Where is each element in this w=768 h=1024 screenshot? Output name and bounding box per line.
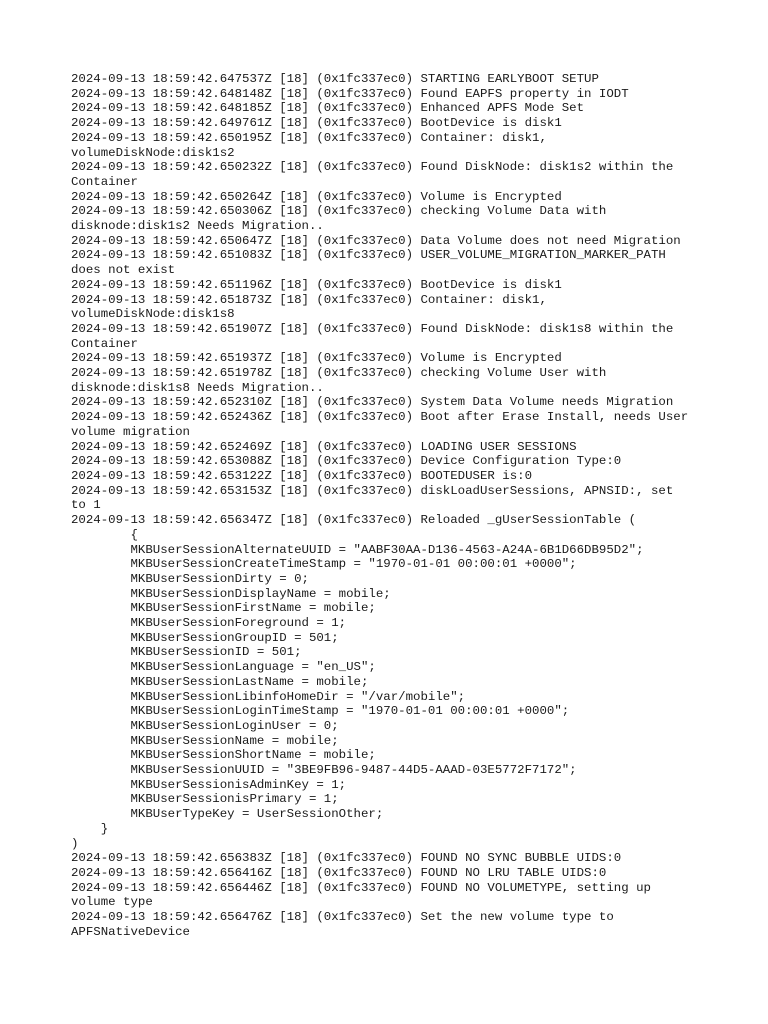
log-line: 2024-09-13 18:59:42.648185Z [18] (0x1fc337ec0) Enhanced APFS Mode Set — [71, 101, 585, 116]
log-line: 2024-09-13 18:59:42.652310Z [18] (0x1fc337ec0) System Data Volume needs Migration — [71, 395, 674, 410]
log-line: MKBUserSessionForeground = 1; — [71, 616, 347, 631]
log-line: 2024-09-13 18:59:42.653088Z [18] (0x1fc337ec0) Device Configuration Type:0 — [71, 454, 622, 469]
log-line: disknode:disk1s8 Needs Migration.. — [71, 380, 324, 395]
log-line: 2024-09-13 18:59:42.652436Z [18] (0x1fc337ec0) Boot after Erase Install, needs User — [71, 410, 689, 425]
log-line: volumeDiskNode:disk1s8 — [71, 307, 235, 322]
log-line: 2024-09-13 18:59:42.656383Z [18] (0x1fc337ec0) FOUND NO SYNC BUBBLE UIDS:0 — [71, 851, 622, 866]
log-line: MKBUserSessionGroupID = 501; — [71, 630, 339, 645]
log-line: MKBUserSessionLanguage = "en_US"; — [71, 660, 376, 675]
log-line: to 1 — [71, 498, 101, 513]
log-line: APFSNativeDevice — [71, 924, 190, 939]
log-line: volume type — [71, 895, 153, 910]
log-line: MKBUserSessionLibinfoHomeDir = "/var/mobile"; — [71, 689, 466, 704]
log-line: MKBUserSessionUUID = "3BE9FB96-9487-44D5-AAAD-03E5772F7172"; — [71, 763, 577, 778]
log-line: 2024-09-13 18:59:42.656476Z [18] (0x1fc337ec0) Set the new volume type to — [71, 910, 614, 925]
log-line: 2024-09-13 18:59:42.650264Z [18] (0x1fc337ec0) Volume is Encrypted — [71, 189, 562, 204]
log-line: 2024-09-13 18:59:42.651196Z [18] (0x1fc337ec0) BootDevice is disk1 — [71, 277, 562, 292]
log-line: volumeDiskNode:disk1s2 — [71, 145, 235, 160]
log-line: MKBUserSessionFirstName = mobile; — [71, 601, 376, 616]
log-line: MKBUserSessionLoginTimeStamp = "1970-01-01 00:00:01 +0000"; — [71, 704, 570, 719]
log-line: 2024-09-13 18:59:42.647537Z [18] (0x1fc337ec0) STARTING EARLYBOOT SETUP — [71, 72, 599, 86]
log-line: MKBUserSessionisPrimary = 1; — [71, 792, 339, 807]
log-line: 2024-09-13 18:59:42.651937Z [18] (0x1fc337ec0) Volume is Encrypted — [71, 351, 562, 366]
log-line: does not exist — [71, 263, 176, 278]
log-line: MKBUserSessionLoginUser = 0; — [71, 718, 339, 733]
log-line: volume migration — [71, 424, 190, 439]
log-line: 2024-09-13 18:59:42.652469Z [18] (0x1fc337ec0) LOADING USER SESSIONS — [71, 439, 577, 454]
log-line: 2024-09-13 18:59:42.651978Z [18] (0x1fc337ec0) checking Volume User with — [71, 366, 607, 381]
log-line: ) — [71, 836, 79, 851]
log-line: 2024-09-13 18:59:42.650195Z [18] (0x1fc337ec0) Container: disk1, — [71, 130, 547, 145]
log-line: 2024-09-13 18:59:42.656347Z [18] (0x1fc337ec0) Reloaded _gUserSessionTable ( — [71, 513, 637, 528]
log-line: MKBUserSessionDirty = 0; — [71, 571, 309, 586]
log-line: 2024-09-13 18:59:42.650306Z [18] (0x1fc337ec0) checking Volume Data with — [71, 204, 607, 219]
log-line: 2024-09-13 18:59:42.656446Z [18] (0x1fc337ec0) FOUND NO VOLUMETYPE, setting up — [71, 880, 651, 895]
log-line: 2024-09-13 18:59:42.653122Z [18] (0x1fc337ec0) BOOTEDUSER is:0 — [71, 468, 533, 483]
log-line: Container — [71, 336, 138, 351]
log-line: 2024-09-13 18:59:42.648148Z [18] (0x1fc337ec0) Found EAPFS property in IODT — [71, 86, 629, 101]
log-line: MKBUserSessionID = 501; — [71, 645, 302, 660]
log-line: Container — [71, 174, 138, 189]
log-line: 2024-09-13 18:59:42.651083Z [18] (0x1fc337ec0) USER_VOLUME_MIGRATION_MARKER_PATH — [71, 248, 666, 263]
log-line: 2024-09-13 18:59:42.651873Z [18] (0x1fc337ec0) Container: disk1, — [71, 292, 547, 307]
log-line: 2024-09-13 18:59:42.651907Z [18] (0x1fc337ec0) Found DiskNode: disk1s8 within the — [71, 321, 674, 336]
log-line: MKBUserSessionDisplayName = mobile; — [71, 586, 391, 601]
log-line: 2024-09-13 18:59:42.649761Z [18] (0x1fc337ec0) BootDevice is disk1 — [71, 116, 562, 131]
log-line: MKBUserSessionCreateTimeStamp = "1970-01-01 00:00:01 +0000"; — [71, 557, 577, 572]
log-line: disknode:disk1s2 Needs Migration.. — [71, 219, 324, 234]
log-text-block — [71, 72, 711, 939]
log-line: { — [71, 527, 138, 542]
log-line: 2024-09-13 18:59:42.656416Z [18] (0x1fc337ec0) FOUND NO LRU TABLE UIDS:0 — [71, 865, 607, 880]
log-line: MKBUserSessionisAdminKey = 1; — [71, 777, 347, 792]
log-line: } — [71, 821, 109, 836]
log-line: 2024-09-13 18:59:42.650647Z [18] (0x1fc337ec0) Data Volume does not need Migration — [71, 233, 681, 248]
log-line: MKBUserSessionAlternateUUID = "AABF30AA-D136-4563-A24A-6B1D66DB95D2"; — [71, 542, 644, 557]
log-line: MKBUserSessionName = mobile; — [71, 733, 339, 748]
log-line: MKBUserSessionShortName = mobile; — [71, 748, 376, 763]
log-line: MKBUserTypeKey = UserSessionOther; — [71, 807, 384, 822]
log-line: 2024-09-13 18:59:42.653153Z [18] (0x1fc337ec0) diskLoadUserSessions, APNSID:, set — [71, 483, 674, 498]
log-line: 2024-09-13 18:59:42.650232Z [18] (0x1fc337ec0) Found DiskNode: disk1s2 within the — [71, 160, 674, 175]
log-line: MKBUserSessionLastName = mobile; — [71, 674, 369, 689]
